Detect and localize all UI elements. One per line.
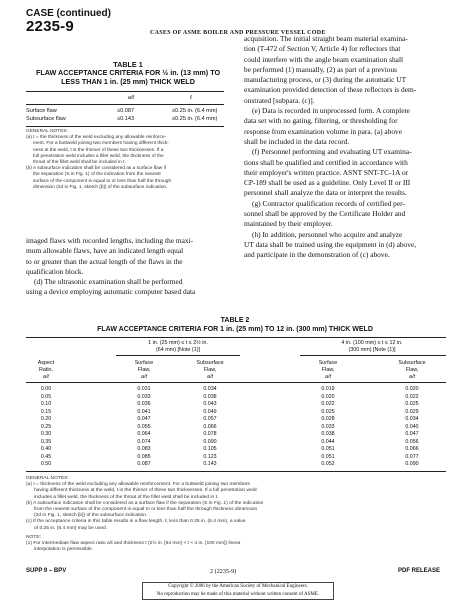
table2-group1-header — [116, 340, 240, 354]
table2-note1-line: interpolation is permissible. — [34, 547, 93, 553]
body-line: maintained by their employer. — [244, 219, 333, 229]
body-line: to or greater than the actual length of the flaws in the — [26, 256, 183, 266]
body-line: CP-189 shall be used as a guideline. Only Level II or III — [244, 178, 411, 188]
table2-cell: 0.087 — [137, 461, 151, 468]
table2-cell: 0.019 — [321, 386, 335, 392]
body-line: acquisition. The initial straight beam material examina- — [244, 34, 408, 43]
table2-cell: 0.038 — [203, 393, 217, 400]
group1-line1: 1 in. (25 mm) ≤ t ≤ 2½ in. — [148, 340, 208, 346]
table2-group2-header — [300, 340, 444, 354]
table2-cell: 0.20 — [40, 416, 52, 423]
table1-row-subsurface-l: ≤0.25 in. (6.4 mm) — [172, 116, 218, 122]
table1-row-subsurface-a-l: ≤0.143 — [117, 116, 135, 122]
table2-cell: 0.031 — [137, 386, 151, 392]
table2-cell: 0.033 — [321, 423, 335, 430]
table2-cell: 0.056 — [405, 438, 419, 445]
body-line: response from examination volume in para. (a) above — [244, 126, 403, 136]
table2-cell: 0.05 — [40, 393, 52, 400]
body-line: their employer's written practice. ASNT SNT-TC-1A or — [244, 167, 409, 177]
body-line: tions shall be qualified and certified in accordance with — [244, 157, 408, 167]
left-body-text — [26, 236, 226, 298]
table2-cell: 0.143 — [203, 461, 217, 468]
table2-cell: 0.066 — [405, 446, 419, 453]
table2-aspect-col — [26, 386, 66, 469]
table2-cell: 0.057 — [203, 416, 217, 423]
table1-note-line: dimension (2d in Fig. 1, sketch [b]) of the subsurface indication. — [33, 184, 168, 190]
table2-cell: 0.40 — [40, 446, 52, 453]
table2-cell: 0.090 — [203, 438, 217, 445]
table2-cell: 0.034 — [203, 386, 217, 392]
table2-cell: 0.047 — [137, 416, 151, 423]
table1-label: TABLE 1 — [113, 60, 143, 69]
body-line: (g) Contractor qualification records of certified per- — [252, 198, 405, 208]
table2-cell: 0.043 — [203, 401, 217, 408]
body-line: (f) Personnel performing and evaluating UT examina- — [252, 147, 412, 157]
body-line: (h) In addition, personnel who acquire and analyze — [252, 229, 403, 239]
table2-cell: 0.022 — [405, 393, 419, 400]
table2-g2-subsurface-col — [378, 386, 446, 469]
aspect-header-line: a/ℓ — [42, 373, 50, 380]
header-line: Surface — [134, 360, 154, 366]
table2-cell: 0.50 — [40, 461, 52, 468]
table2-cell: 0.041 — [137, 408, 151, 415]
table1-top-rule — [26, 91, 224, 92]
body-line: onstrated [subpara. (c)]. — [244, 95, 315, 105]
table2-cell: 0.45 — [40, 453, 52, 460]
header-line: a/t — [409, 373, 415, 380]
table2-cell: 0.051 — [321, 446, 335, 453]
header-line: a/t — [141, 373, 147, 380]
table2-cell: 0.055 — [137, 423, 151, 430]
table2-cell: 0.078 — [203, 431, 217, 438]
table2-cell: 0.025 — [405, 401, 419, 408]
table2-cell: 0.090 — [405, 461, 419, 468]
table2-cell: 0.00 — [40, 386, 52, 392]
table2-cell: 0.049 — [203, 408, 217, 415]
table2-title-text: FLAW ACCEPTANCE CRITERIA FOR 1 in. (25 mm) TO 12 in. (300 mm) THICK WELD — [97, 325, 373, 333]
table2-note-line: (a) t = thickness of the weld excluding any allowable reinforcement. For a buttweld joining two members — [26, 482, 250, 488]
body-line: examination provided detection of these reflectors is dem- — [244, 85, 417, 95]
table2-cell: 0.034 — [405, 416, 419, 423]
header-line: Flaw, — [203, 366, 217, 373]
table2-cell: 0.047 — [405, 431, 419, 438]
table2-g2-surface-col — [300, 386, 356, 469]
header-line: a/t — [207, 373, 213, 380]
g2-surface-header — [300, 360, 356, 380]
table2-cell: 0.020 — [405, 386, 419, 392]
table1-note-line: ment. For a buttweld joining two members having different thick- — [33, 141, 169, 147]
table1-row-subsurface-label: Subsurface flaw — [26, 116, 66, 122]
table1-note-line: (b) A subsurface indication shall be considered as a surface flaw if — [26, 166, 166, 172]
table1-notes-label: GENERAL NOTES: — [26, 129, 68, 134]
table2-cell: 0.123 — [203, 453, 217, 460]
body-line: personnel shall analyze the data or interpret the results. — [244, 188, 407, 198]
table1-row-surface-a-l: ≤0.087 — [117, 108, 135, 114]
right-body-text — [244, 34, 448, 261]
group2-line2: (300 mm) [Note (1)] — [348, 346, 396, 353]
table2-note-line: (c) If the acceptance criteria in this table results in a flaw length, ℓ, less than 0.25 in. (6.4 mm), a value — [26, 519, 246, 525]
table2-top-rule — [26, 337, 446, 338]
aspect-header — [26, 360, 66, 380]
table2-cell: 0.30 — [40, 431, 52, 438]
header-line: Surface — [318, 360, 338, 366]
g1-surface-header — [116, 360, 172, 380]
header-line: Subsurface — [398, 360, 426, 366]
table2-note-line: of 0.25 in. (6.4 mm) may be used. — [34, 525, 108, 531]
table2-header-rule — [26, 382, 446, 383]
table2-cell: 0.10 — [40, 401, 52, 408]
table2-note-line: from the nearest surface of the component is equal to or less than half the through thickness dimension — [34, 507, 258, 513]
table2-cell: 0.064 — [137, 431, 151, 438]
table2-notes — [26, 476, 446, 553]
header-line: Subsurface — [196, 360, 224, 366]
table2-notes-label: GENERAL NOTES: — [26, 476, 69, 481]
table2-cell: 0.022 — [321, 401, 335, 408]
table2-cell: 0.020 — [321, 393, 335, 400]
table2-cell: 0.038 — [321, 431, 335, 438]
table1-note-line: surface of the component is equal to or less than half the through — [33, 178, 172, 184]
aspect-header-line: Ratio, — [38, 366, 54, 373]
table2-cell: 0.25 — [40, 423, 52, 430]
copyright-line2: No reproduction may be made of this material without written consent of ASME. — [156, 591, 320, 597]
table1-note-line: throat of the fillet weld shall be included in t. — [33, 160, 126, 166]
table2-cell: 0.074 — [137, 438, 151, 445]
table2-cell: 0.085 — [137, 453, 151, 460]
body-line: imaged flaws with recorded lengths, including the maxi- — [26, 236, 194, 245]
body-line: sonnel shall be approved by the Certificate Holder and — [244, 209, 406, 219]
body-line: manufacturing process, or (3) during the automatic UT — [244, 75, 407, 85]
table2-cell: 0.040 — [405, 423, 419, 430]
table2-cell: 0.025 — [321, 408, 335, 415]
body-line: data set with no gating, filtering, or thresholding for — [244, 116, 398, 126]
table2-cell: 0.051 — [321, 453, 335, 460]
group1-line2: (64 mm) [Note (1)] — [155, 346, 201, 353]
table2-label: TABLE 2 — [220, 317, 250, 324]
table2-cell: 0.077 — [405, 453, 419, 460]
group2-line1: 4 in. (100 mm) ≤ t ≤ 12 in. — [341, 340, 403, 346]
table2-note-label: NOTE: — [26, 534, 41, 540]
body-line: (d) The ultrasonic examination shall be performed — [34, 277, 183, 287]
header-line: Flaw, — [405, 366, 419, 373]
table2-note-line: (2d in Fig. 1, sketch [b]) of the subsurface indication. — [34, 513, 148, 519]
table1-note-line: full penetration weld includes a fillet weld, the thickness of the — [33, 153, 164, 159]
aspect-header-line: Aspect — [37, 360, 55, 366]
header-line: Flaw, — [321, 366, 335, 373]
table1-note-line: (a) t = the thickness of the weld excluding any allowable reinforce- — [26, 135, 167, 141]
table2-note-line: (b) A subsurface indication shall be considered as a surface flaw if the separation (S in Fig. 1) of the indication — [26, 500, 264, 506]
copyright-line1: Copyright © 2006 by the American Society of Mechanical Engineers. — [168, 584, 308, 589]
table2-cell: 0.105 — [203, 446, 217, 453]
table2-cell: 0.083 — [137, 446, 151, 453]
body-line: be performed (1) manually, (2) as part of a previous — [244, 64, 398, 74]
g2-subsurface-header — [378, 360, 446, 380]
table1-col-a-l: a/ℓ — [127, 95, 135, 101]
table2-cell: 0.036 — [137, 401, 151, 408]
table1-row-surface-label: Surface flaw — [26, 108, 57, 114]
table2-title — [26, 317, 444, 334]
table1-title-line1: FLAW ACCEPTANCE CRITERIA FOR ½ in. (13 mm) TO — [35, 68, 221, 78]
header-line: Flaw, — [137, 366, 151, 373]
footer-pdf-release: PDF RELEASE — [398, 568, 441, 574]
table1-col-l: ℓ — [190, 95, 192, 101]
body-line: and participate in the demonstration of (c) above. — [244, 250, 390, 260]
g1-subsurface-header — [178, 360, 242, 380]
table2-cell: 0.15 — [40, 408, 52, 415]
table2-cell: 0.052 — [321, 461, 335, 468]
table1-notes — [26, 129, 226, 191]
table1-title — [35, 61, 221, 86]
footer-supp: SUPP 9 – BPV — [26, 568, 67, 574]
footer-page-number: 2 (2235-9) — [210, 568, 237, 575]
table2-note1-line: (1) For intermediate flaw aspect ratio a/ℓ and thickness t (2½ in. [64 mm] < t < 4 in. [100 mm]) linear — [26, 541, 241, 547]
body-line: qualification block. — [26, 266, 84, 276]
header-line: a/t — [325, 373, 331, 380]
table1-bottom-rule — [26, 126, 224, 127]
body-line: could interfere with the angle beam examination shall — [244, 54, 404, 64]
case-number: 2235-9 — [26, 18, 74, 35]
table1-row-surface-l: ≤0.25 in. (6.4 mm) — [172, 108, 218, 114]
table2-cell: 0.35 — [40, 438, 52, 445]
table1-note-line: the separation (S in Fig. 1) of the indication from the nearest — [33, 172, 161, 178]
table2-note-line: includes a fillet weld, the thickness of the throat of the fillet weld shall be included in t. — [34, 494, 219, 500]
body-line: UT data shall be trained using the equipment in (d) above, — [244, 239, 417, 249]
running-title: CASES OF ASME BOILER AND PRESSURE VESSEL CODE — [150, 30, 326, 36]
table2-note-line: having different thickness at the weld, t is the thinner of these two thicknesses. If a full penetration weld — [34, 488, 257, 494]
table2-cell: 0.066 — [203, 423, 217, 430]
body-line: mum allowable flaws, have an indicated length equal — [26, 246, 184, 256]
case-continued-label: CASE (continued) — [26, 8, 111, 19]
body-line: using a device employing automatic computer based data — [26, 287, 196, 297]
table1-note-line: ness at the weld, t is the thinner of these two thicknesses. If a — [33, 147, 164, 153]
table1-title-line2: LESS THAN 1 in. (25 mm) THICK WELD — [61, 76, 195, 86]
group1-rule — [116, 355, 240, 356]
table2-cell: 0.044 — [321, 438, 335, 445]
body-line: (e) Data is recorded in unprocessed form. A complete — [252, 106, 410, 116]
table2-cell: 0.029 — [405, 408, 419, 415]
group2-rule — [300, 355, 446, 356]
table2-cell: 0.028 — [321, 416, 335, 423]
table2-cell: 0.033 — [137, 393, 151, 400]
table2-g1-surface-col — [116, 386, 172, 469]
table2-g1-subsurface-col — [178, 386, 242, 469]
body-line: shall be included in the data record. — [244, 136, 350, 146]
body-line: tion (T-472 of Section V, Article 4) for reflectors that — [244, 44, 401, 54]
copyright-box — [142, 582, 334, 600]
table1-header-rule — [26, 104, 224, 105]
table2-bottom-rule — [26, 471, 446, 472]
